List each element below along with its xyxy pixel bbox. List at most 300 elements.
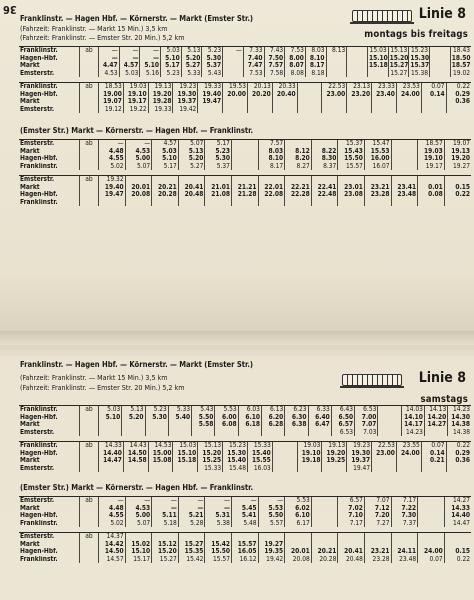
travel-time-1: (Fahrzeit: Franklinstr. — Markt 15 Min.) 3,5 km [20, 373, 168, 382]
departure-time: 15.30 [223, 450, 248, 458]
departure-time: 14.37 [99, 533, 126, 541]
departure-time: 15.53 [364, 148, 391, 156]
departure-time [122, 429, 145, 437]
departure-time [430, 70, 451, 78]
departure-time: 5.02 [99, 520, 126, 528]
departure-time: 6.00 [215, 414, 238, 422]
departure-time [311, 520, 338, 528]
departure-time: 7.00 [355, 414, 378, 422]
departure-time: 15.27 [388, 70, 409, 78]
departure-time: 15.37 [338, 140, 365, 148]
departure-time: 6.13 [261, 406, 284, 414]
table-row [19, 512, 471, 520]
departure-time: 20.13 [247, 83, 272, 91]
departure-time: 15.03 [367, 47, 388, 55]
departure-time: 0.22 [444, 191, 471, 199]
departure-time: 7.03 [355, 429, 378, 437]
departure-time: 5.58 [192, 421, 215, 429]
departure-time [367, 70, 388, 78]
departure-time [311, 199, 338, 207]
departure-time: 14.53 [148, 442, 173, 450]
departure-time: 19.07 [99, 98, 124, 106]
departure-time: 15.57 [338, 163, 365, 171]
departure-time [418, 505, 445, 513]
table-row [19, 520, 471, 528]
station-name: Emsterstr. [20, 428, 55, 436]
departure-time: 23.48 [391, 556, 418, 564]
day-label: samstags [420, 394, 468, 405]
departure-time: 15.42 [205, 541, 232, 549]
departure-time: 6.17 [285, 520, 312, 528]
departure-time: 5.20 [181, 55, 202, 63]
departure-time: 8.18 [305, 70, 326, 78]
table-row [19, 421, 471, 429]
departure-time: 6.40 [308, 414, 331, 422]
route-title-return: (Emster Str.) Markt — Körnerstr. — Hagen Hbf. — Franklinstr. [20, 483, 254, 492]
departure-time: 23.20 [347, 91, 372, 99]
departure-time: 19.13 [444, 148, 471, 156]
departure-time: 7.27 [364, 520, 391, 528]
table-row [19, 548, 471, 556]
departure-time: 19.17 [418, 163, 445, 171]
departure-time: 5.45 [231, 505, 258, 513]
departure-time: 19.30 [173, 91, 198, 99]
departure-time [421, 465, 446, 473]
departure-marker [80, 556, 99, 564]
departure-time: 15.37 [410, 62, 430, 69]
departure-time: 15.17 [125, 556, 152, 564]
departure-time [247, 98, 272, 106]
departure-time [231, 140, 258, 148]
departure-time: 0.22 [446, 442, 471, 450]
departure-time [396, 98, 421, 106]
departure-time: — [119, 55, 140, 63]
departure-time: 15.33 [198, 465, 223, 473]
departure-time: 19.37 [347, 457, 372, 465]
departure-time [378, 414, 401, 422]
departure-time [424, 429, 447, 437]
station-name: Hagen-Hbf. [20, 512, 58, 519]
departure-time: 15.20 [198, 450, 223, 458]
saturday-timetable [0, 346, 474, 600]
departure-time: 6.10 [238, 414, 261, 422]
departure-time: 5.41 [231, 512, 258, 520]
station-name: Emsterstr. [19, 140, 80, 148]
departure-time: 0.21 [421, 457, 446, 465]
table-row [19, 155, 471, 163]
departure-time: 23.00 [372, 450, 397, 458]
departure-time [372, 465, 397, 473]
departure-time: 7.43 [264, 47, 285, 55]
departure-time: 6.23 [285, 406, 308, 414]
departure-marker: ab [80, 140, 99, 148]
station-name: Hagen-Hbf. [20, 155, 58, 162]
departure-time: 5.02 [99, 163, 126, 171]
departure-time [258, 533, 285, 541]
departure-time [391, 163, 418, 171]
departure-time: 20.28 [311, 556, 338, 564]
departure-marker [80, 548, 99, 556]
departure-time: 15.00 [148, 450, 173, 458]
departure-time [285, 140, 312, 148]
departure-time [152, 176, 179, 184]
table-row [19, 98, 471, 106]
departure-time: 21.01 [205, 184, 232, 192]
departure-time [418, 512, 445, 520]
departure-time: 19.32 [99, 176, 126, 184]
departure-time: 19.02 [450, 70, 471, 78]
departure-time [418, 497, 445, 505]
departure-time [378, 421, 401, 429]
departure-time [285, 199, 312, 207]
departure-time: 0.07 [421, 442, 446, 450]
departure-marker [80, 155, 99, 163]
departure-time [347, 62, 368, 70]
table-row [19, 429, 471, 437]
departure-time: 19.18 [297, 457, 322, 465]
departure-time [261, 429, 284, 437]
departure-time: 20.41 [338, 548, 365, 556]
departure-time: 5.17 [205, 140, 232, 148]
departure-time: 15.40 [247, 450, 272, 458]
departure-time [418, 176, 445, 184]
departure-time: 5.03 [99, 406, 122, 414]
departure-time: 5.30 [145, 414, 168, 422]
departure-time: 4.53 [125, 148, 152, 156]
station-name: Markt [20, 540, 40, 548]
departure-time: 5.48 [231, 520, 258, 528]
departure-time: 14.23 [401, 429, 424, 437]
departure-time: 5.37 [205, 163, 232, 171]
departure-time: 6.53 [331, 429, 354, 437]
departure-time [430, 47, 451, 55]
departure-time: 19.23 [173, 83, 198, 91]
station-name: Franklinstr. [20, 555, 58, 563]
station-name: Hagen-Hbf. [20, 449, 58, 457]
line-label: Linie 8 [418, 370, 466, 386]
departure-time: 0.29 [446, 450, 471, 458]
departure-time [178, 176, 205, 184]
departure-time [145, 429, 168, 437]
departure-time: 23.21 [364, 548, 391, 556]
departure-time [99, 465, 124, 473]
departure-time [231, 163, 258, 171]
route-title: Franklinstr. — Hagen Hbf. — Körnerstr. — Markt (Emster Str.) [20, 360, 254, 369]
departure-time: 4.53 [99, 70, 120, 78]
departure-time [372, 106, 397, 114]
departure-time: 5.27 [181, 62, 202, 70]
departure-time [231, 533, 258, 541]
departure-time: 7.07 [364, 497, 391, 505]
departure-time [421, 106, 446, 114]
departure-time: 14.33 [444, 505, 471, 513]
table-row [19, 148, 471, 156]
station-name: Emsterstr. [19, 533, 80, 541]
table-row [19, 541, 471, 549]
departure-time: 18.50 [451, 54, 471, 62]
departure-time: 5.13 [181, 47, 202, 55]
departure-time: 0.08 [418, 191, 445, 199]
departure-time: 5.18 [152, 520, 179, 528]
station-name: Emsterstr. [19, 497, 80, 505]
departure-time: 8.00 [285, 55, 306, 63]
departure-time: 14.20 [424, 414, 447, 422]
departure-time: 19.47 [198, 98, 223, 106]
departure-time: 22.41 [311, 184, 338, 192]
table-row [19, 442, 471, 450]
departure-time [192, 429, 215, 437]
departure-time: 19.13 [148, 83, 173, 91]
departure-time: 4.48 [99, 148, 126, 156]
station-name: Emsterstr. [20, 105, 55, 113]
departure-marker: ab [80, 497, 99, 505]
departure-time: 8.10 [305, 55, 326, 63]
timetable-block [19, 532, 471, 563]
departure-time [391, 148, 418, 156]
departure-time [297, 98, 322, 106]
departure-time [99, 421, 122, 429]
departure-time: 16.07 [364, 163, 391, 171]
departure-time [418, 541, 445, 549]
departure-time: 6.10 [285, 512, 312, 520]
departure-time [99, 199, 126, 207]
station-name: Franklinstr. [19, 406, 80, 414]
departure-time: 5.37 [202, 62, 223, 70]
departure-marker: ab [80, 406, 99, 414]
departure-time: 19.22 [123, 106, 148, 114]
table-row [19, 497, 471, 505]
departure-time [391, 155, 418, 163]
departure-time: 5.57 [258, 520, 285, 528]
departure-time: 6.03 [238, 406, 261, 414]
departure-time: 14.40 [99, 450, 124, 458]
departure-time [364, 176, 391, 184]
table-row [19, 62, 471, 70]
departure-time: 23.55 [396, 442, 421, 450]
departure-time: 16.12 [231, 556, 258, 564]
departure-time [338, 533, 365, 541]
departure-marker [80, 62, 99, 70]
station-name: Hagen-Hbf. [20, 90, 58, 98]
departure-time: 7.07 [355, 421, 378, 429]
departure-time: 19.13 [322, 442, 347, 450]
departure-time: 5.07 [125, 520, 152, 528]
departure-time: 0.15 [444, 184, 471, 192]
departure-time: 4.55 [99, 155, 126, 163]
departure-time: 19.27 [258, 541, 285, 549]
departure-time: 19.17 [123, 98, 148, 106]
departure-time: 15.57 [205, 556, 232, 564]
table-row [19, 414, 471, 422]
departure-time: 14.27 [444, 497, 471, 505]
departure-time: 23.53 [396, 83, 421, 91]
station-name: Franklinstr. [20, 198, 58, 206]
departure-time: 4.57 [119, 62, 140, 70]
departure-time: 8.20 [285, 155, 312, 163]
departure-time [285, 533, 312, 541]
departure-time [430, 55, 451, 63]
departure-time: 15.47 [364, 140, 391, 148]
departure-marker [80, 414, 99, 422]
departure-time: 19.28 [148, 98, 173, 106]
departure-time [223, 106, 248, 114]
departure-time: 5.23 [145, 406, 168, 414]
departure-time [231, 199, 258, 207]
departure-time: 0.36 [446, 457, 471, 465]
departure-time: 15.50 [205, 548, 232, 556]
departure-time: 14.47 [99, 457, 124, 465]
departure-time: 7.40 [243, 55, 264, 63]
departure-time: 24.00 [396, 91, 421, 99]
departure-marker [80, 541, 99, 549]
departure-time [205, 199, 232, 207]
departure-time: — [140, 55, 161, 63]
departure-time: — [205, 505, 232, 513]
departure-time: 5.13 [178, 148, 205, 156]
departure-time: 15.42 [178, 556, 205, 564]
departure-time [311, 541, 338, 549]
departure-time: 14.33 [99, 442, 124, 450]
departure-time: 14.42 [99, 541, 126, 549]
departure-time [205, 176, 232, 184]
departure-time [123, 465, 148, 473]
departure-time: 5.03 [161, 47, 182, 55]
table-row [19, 47, 471, 55]
departure-time: 22.48 [311, 191, 338, 199]
departure-time: 5.10 [152, 155, 179, 163]
departure-time: 15.23 [223, 442, 248, 450]
departure-marker [80, 91, 99, 99]
departure-time: 6.50 [331, 414, 354, 422]
departure-time: 23.28 [364, 191, 391, 199]
departure-time [347, 106, 372, 114]
departure-time: 21.28 [231, 191, 258, 199]
departure-time: — [99, 47, 120, 55]
table-row [19, 450, 471, 458]
departure-time: 7.20 [364, 512, 391, 520]
departure-time [372, 98, 397, 106]
departure-time [430, 62, 451, 70]
departure-time [378, 429, 401, 437]
travel-time-2: (Fahrzeit: Franklinstr. — Emster Str. 20 Min.) 5,2 km [20, 383, 185, 392]
departure-time: 18.57 [451, 62, 471, 69]
departure-time: 8.37 [311, 163, 338, 171]
departure-time: 20.48 [338, 556, 365, 564]
departure-time: 23.00 [322, 91, 347, 99]
departure-time: 22.28 [285, 191, 312, 199]
station-name: Hagen-Hbf. [20, 413, 58, 421]
departure-time [205, 533, 232, 541]
departure-time: 5.33 [181, 70, 202, 78]
departure-time: 24.00 [396, 450, 421, 458]
station-name: Markt [20, 183, 40, 191]
departure-time [364, 533, 391, 541]
departure-time [378, 406, 401, 414]
departure-time: 23.28 [364, 556, 391, 564]
departure-time: 5.21 [178, 512, 205, 520]
station-name: Franklinstr. [20, 162, 58, 170]
departure-time: 7.57 [264, 62, 285, 70]
departure-time [311, 533, 338, 541]
table-row [19, 406, 471, 414]
departure-time: 19.40 [99, 184, 126, 192]
departure-time: 8.07 [285, 62, 306, 70]
departure-time: 6.38 [285, 421, 308, 429]
departure-time [238, 429, 261, 437]
line-label: Linie 8 [418, 6, 466, 22]
departure-time: 15.30 [410, 54, 430, 62]
departure-time: 20.40 [272, 91, 297, 99]
departure-time: — [205, 497, 232, 505]
departure-time: 5.16 [140, 70, 161, 78]
departure-time: — [99, 140, 126, 148]
departure-time [125, 199, 152, 207]
departure-time: 14.17 [401, 421, 424, 429]
departure-time: 15.13 [198, 442, 223, 450]
table-row [19, 184, 471, 192]
departure-time: 15.27 [389, 62, 409, 69]
departure-time: 5.03 [119, 70, 140, 78]
departure-time: 7.30 [391, 512, 418, 520]
departure-time: 15.27 [178, 541, 205, 549]
departure-time: 24.00 [418, 548, 445, 556]
station-name: Emsterstr. [20, 69, 55, 77]
departure-time [391, 533, 418, 541]
route-title-return: (Emster Str.) Markt — Körnerstr. — Hagen Hbf. — Franklinstr. [20, 126, 254, 135]
table-row [19, 55, 471, 63]
departure-time [125, 533, 152, 541]
departure-time: 19.20 [444, 155, 471, 163]
departure-time: 20.01 [285, 548, 312, 556]
departure-time [391, 140, 418, 148]
departure-time [326, 62, 347, 70]
departure-time [338, 199, 365, 207]
timetable-block [19, 405, 471, 436]
departure-time [122, 421, 145, 429]
departure-time: 0.14 [421, 450, 446, 458]
departure-marker [80, 106, 99, 114]
departure-time: 19.47 [347, 465, 372, 473]
departure-time: 20.21 [311, 548, 338, 556]
departure-marker [80, 512, 99, 520]
timetable-block [19, 82, 471, 113]
departure-time: 5.43 [192, 406, 215, 414]
departure-time [396, 106, 421, 114]
departure-time: 14.38 [448, 421, 471, 429]
departure-time [125, 176, 152, 184]
departure-time: 8.17 [305, 62, 326, 70]
departure-marker [80, 191, 99, 199]
departure-time [308, 429, 331, 437]
departure-time: — [99, 497, 126, 505]
departure-time: 8.03 [305, 47, 326, 55]
departure-time: 7.53 [285, 47, 306, 55]
departure-time [152, 533, 179, 541]
departure-time: 8.13 [326, 47, 347, 55]
departure-time: 22.53 [372, 442, 397, 450]
departure-time: 15.25 [198, 457, 223, 465]
departure-time: 6.43 [331, 406, 354, 414]
table-row [19, 465, 471, 473]
departure-time: — [152, 497, 179, 505]
departure-time: 5.31 [205, 512, 232, 520]
departure-time: 5.07 [125, 163, 152, 171]
departure-time [347, 98, 372, 106]
departure-time: 19.03 [418, 148, 445, 156]
departure-time: 22.01 [258, 184, 285, 192]
table-row [19, 199, 471, 207]
station-name: Emsterstr. [20, 464, 55, 472]
